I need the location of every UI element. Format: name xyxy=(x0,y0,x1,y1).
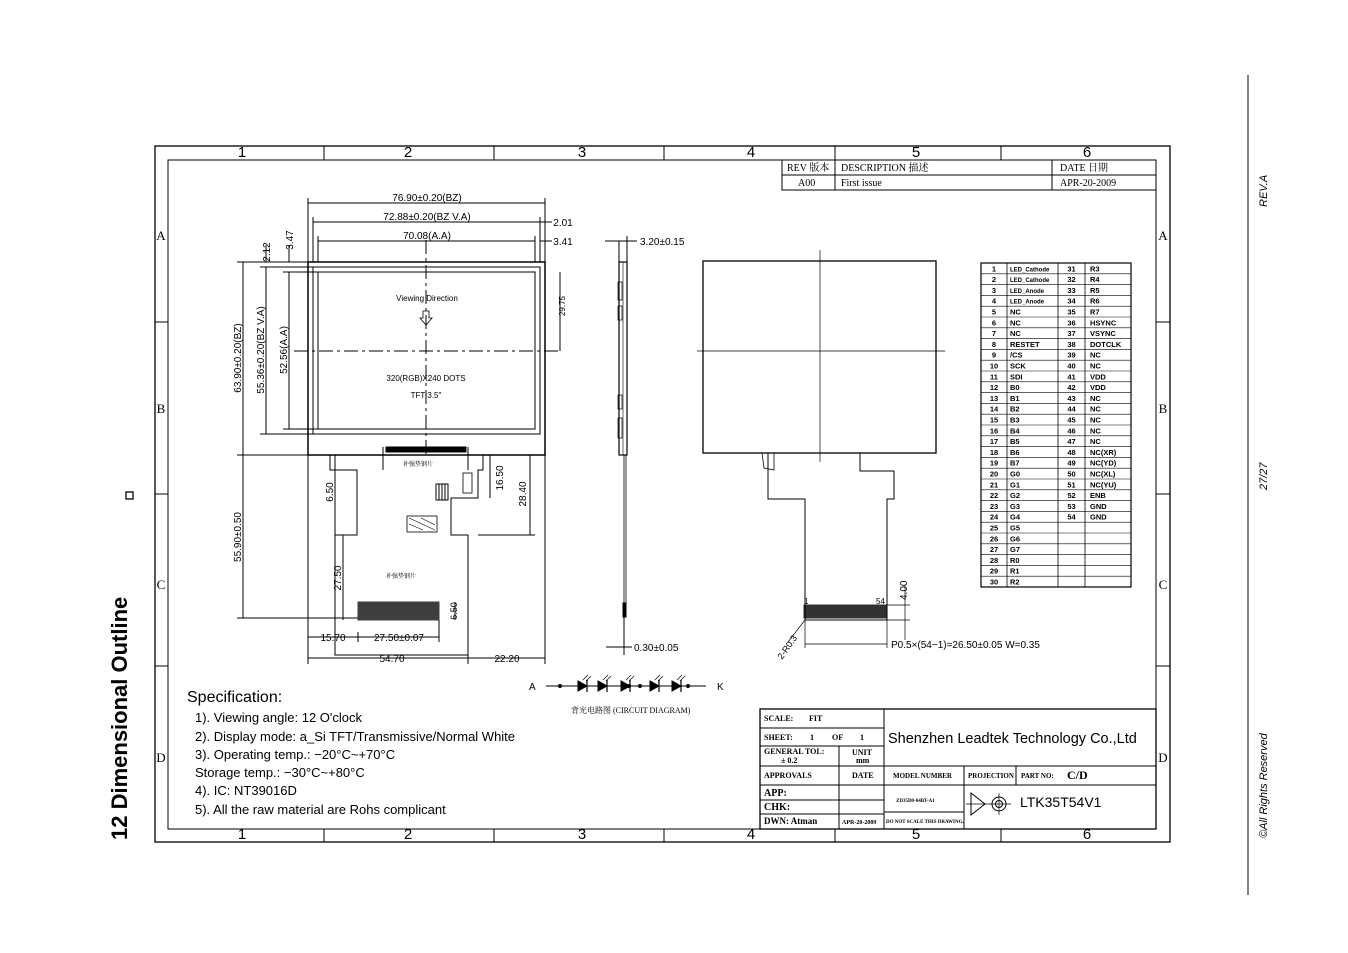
grid-row-A-right: A xyxy=(1158,228,1168,243)
dim-27-50-horizontal: 27.50±0.07 xyxy=(374,633,424,644)
pin-table-cell: NC xyxy=(1090,404,1101,414)
grid-col-4-top: 4 xyxy=(746,144,756,161)
pin-table-cell: 15 xyxy=(989,415,999,425)
pin-table-cell: B4 xyxy=(1010,426,1020,436)
dim-2-12: 2.12 xyxy=(262,242,273,262)
dwn-label: DWN: Atman xyxy=(764,816,818,826)
pin-table-cell: /CS xyxy=(1010,350,1023,360)
pin-table-cell: 41 xyxy=(1067,372,1076,382)
pin-table-cell: 23 xyxy=(989,501,999,511)
pin-table-cell: G4 xyxy=(1010,512,1021,522)
pin-table-cell: LED_Cathode xyxy=(1010,267,1050,274)
grid-col-4-bottom: 4 xyxy=(746,826,756,843)
pin-table-cell: 40 xyxy=(1067,361,1076,371)
part-no-label: PART NO: xyxy=(1021,772,1054,780)
title-block xyxy=(760,709,1156,829)
pin-table-cell: 14 xyxy=(989,404,999,414)
grid-row-C-right: C xyxy=(1158,577,1168,592)
pin-table-cell: 20 xyxy=(989,469,999,479)
specification xyxy=(187,689,515,817)
pin-table-cell: 38 xyxy=(1067,339,1076,349)
pin-table-cell: 16 xyxy=(989,426,999,436)
model-number-label: MODEL NUMBER xyxy=(893,772,952,780)
dim-55-90: 55.90±0.50 xyxy=(233,512,244,562)
pin-table-cell: G1 xyxy=(1010,480,1021,490)
pin-table-cell: B3 xyxy=(1010,415,1020,425)
led-emission-arrow xyxy=(626,675,634,681)
grid-row-B-right: B xyxy=(1158,401,1168,416)
pin-table-cell: 10 xyxy=(989,361,999,371)
specification-title: Specification: xyxy=(187,689,283,706)
dim-15-70: 15.70 xyxy=(320,633,346,644)
spec-item-4: 4). IC: NT39016D xyxy=(195,783,297,798)
part-no-value: C/D xyxy=(1067,768,1088,782)
pin-table-cell: NC(XR) xyxy=(1090,447,1117,457)
circuit-node xyxy=(628,685,631,688)
circuit-node xyxy=(687,685,690,688)
pin-table-cell: NC xyxy=(1090,426,1101,436)
circuit-anode-label: A xyxy=(529,682,536,693)
grid-col-6-bottom: 6 xyxy=(1082,826,1092,843)
page-number: 27/27 xyxy=(1258,462,1270,490)
bullet-square xyxy=(126,492,133,499)
pin-table-cell: 18 xyxy=(989,447,999,457)
circuit-cathode-label: K xyxy=(717,682,724,693)
dim-3-47: 3.47 xyxy=(285,230,296,250)
pin-table-cell: 53 xyxy=(1067,501,1076,511)
pin-table-cell: G6 xyxy=(1010,534,1021,544)
led-diode xyxy=(578,681,587,691)
pin-table-cell: 44 xyxy=(1067,404,1076,414)
pin-table-cell: 34 xyxy=(1067,296,1076,306)
rev-value: A00 xyxy=(798,178,816,189)
front-view xyxy=(237,198,560,664)
grid-row-A-left: A xyxy=(156,228,166,243)
led-emission-arrow xyxy=(655,675,663,681)
pin-table-cell: GND xyxy=(1090,501,1107,511)
pin-table-cell: NC xyxy=(1090,393,1101,403)
led-emission-arrow xyxy=(677,675,685,681)
dim-height-aa: 52.56(A.A) xyxy=(279,326,290,374)
grid-col-2-top: 2 xyxy=(403,144,413,161)
pin-table-cell: 5 xyxy=(991,307,997,317)
grid-row-B-left: B xyxy=(156,401,166,416)
pin-table-cell: 3 xyxy=(991,285,997,295)
pin-table-cell: B5 xyxy=(1010,437,1020,447)
pin-table-cell: NC(YU) xyxy=(1090,480,1117,490)
pin-table-cell: NC xyxy=(1010,318,1021,328)
pin-table-cell: 50 xyxy=(1067,469,1076,479)
dim-3-41: 3.41 xyxy=(553,237,573,248)
app-label: APP: xyxy=(764,788,787,799)
pin-table-cell: G2 xyxy=(1010,491,1021,501)
grid-col-3-bottom: 3 xyxy=(577,826,587,843)
grid-col-5-bottom: 5 xyxy=(911,826,921,843)
date-header: DATE 日期 xyxy=(1060,163,1109,174)
pin-table-cell: 48 xyxy=(1067,447,1076,457)
dim-29-75: 29.75 xyxy=(558,295,567,317)
pin-table-cell: 19 xyxy=(989,458,999,468)
pin-table-cell: 17 xyxy=(989,437,999,447)
pin-table-cell: 39 xyxy=(1067,350,1076,360)
pin-table-cell: SCK xyxy=(1010,361,1026,371)
pin-table-cell: R2 xyxy=(1010,577,1020,587)
pin-table-cell: R7 xyxy=(1090,307,1100,317)
pin-table-cell: 30 xyxy=(989,577,999,587)
pin-table-cell: G5 xyxy=(1010,523,1021,533)
pin-table-cell: GND xyxy=(1090,512,1107,522)
pin-table-cell: B6 xyxy=(1010,447,1020,457)
revision-table xyxy=(782,160,1156,190)
pin-table-cell: 47 xyxy=(1067,437,1076,447)
description-value: First issue xyxy=(841,178,882,189)
pin-table-cell: 27 xyxy=(989,545,999,555)
dim-6-50-bottom: 6.50 xyxy=(449,602,459,620)
sheet-of: OF xyxy=(832,733,844,742)
pin-table-cell: NC xyxy=(1010,329,1021,339)
pin-table-cell: HSYNC xyxy=(1090,318,1117,328)
grid-col-6-top: 6 xyxy=(1082,144,1092,161)
pin-table-cell: G3 xyxy=(1010,501,1021,511)
pin-table-cell: 1 xyxy=(991,264,997,274)
dim-2-01: 2.01 xyxy=(553,218,573,229)
grid-col-3-top: 3 xyxy=(577,144,587,161)
pin-table-cell: 26 xyxy=(989,534,999,544)
pin-table-cell: G7 xyxy=(1010,545,1021,555)
pin-table-cell: 45 xyxy=(1067,415,1076,425)
side-title: 12 Dimensional Outline xyxy=(107,596,132,840)
pin-table-cell: 36 xyxy=(1067,318,1076,328)
pin-table-cell: R5 xyxy=(1090,285,1100,295)
company-name: Shenzhen Leadtek Technology Co.,Ltd xyxy=(888,731,1137,747)
scale-label: SCALE: xyxy=(764,714,794,723)
model-small: ZD35D0-04BT-A1 xyxy=(896,799,935,804)
pin-table-cell: 28 xyxy=(989,555,999,565)
dim-height-bz-va: 55.36±0.20(BZ V.A) xyxy=(256,306,267,394)
led-diode xyxy=(650,681,659,691)
description-header: DESCRIPTION 描述 xyxy=(841,163,929,174)
pin-table-cell: 8 xyxy=(991,339,997,349)
pin-last-label: 54 xyxy=(876,597,885,606)
pin-table-cell: R3 xyxy=(1090,264,1100,274)
circuit-diagram xyxy=(546,675,706,692)
pin-table-cell: VDD xyxy=(1090,383,1106,393)
dim-22-20: 22.20 xyxy=(494,654,520,665)
pin-table-cell: NC xyxy=(1010,307,1021,317)
pin-table-cell: VSYNC xyxy=(1090,329,1116,339)
projection-label: PROJECTION xyxy=(968,772,1014,780)
pin-table-cell: LED_Cathode xyxy=(1010,278,1050,285)
dim-pitch: P0.5×(54−1)=26.50±0.05 W=0.35 xyxy=(891,640,1040,651)
pin-table-cell: G0 xyxy=(1010,469,1021,479)
fpc-stiffener-label: 补强垫钢片 xyxy=(402,462,434,468)
spec-item-1: 1). Viewing angle: 12 O'clock xyxy=(195,710,363,725)
grid-col-1-top: 1 xyxy=(237,144,247,161)
circuit-node xyxy=(639,685,642,688)
unit-value: mm xyxy=(856,756,870,765)
pin-first-label: 1 xyxy=(804,597,809,606)
pin-table-cell: 52 xyxy=(1067,491,1076,501)
unit-label: UNIT xyxy=(852,748,873,757)
pin-table-cell: 21 xyxy=(989,480,999,490)
pin-table-cell: NC xyxy=(1090,350,1101,360)
pin-table-cell: 11 xyxy=(990,372,998,382)
pin-table-cell: 33 xyxy=(1067,285,1076,295)
dim-16-50: 16.50 xyxy=(495,465,506,491)
pin-table-cell: 7 xyxy=(991,329,997,339)
dots-label: 320(RGB)X240 DOTS xyxy=(386,374,466,383)
dim-4-00: 4.00 xyxy=(899,580,910,600)
spec-item-3b: Storage temp.: −30°C~+80°C xyxy=(195,765,365,780)
pin-table-cell: B7 xyxy=(1010,458,1020,468)
pin-table-cell: B0 xyxy=(1010,383,1020,393)
pin-table-cell: LED_Anode xyxy=(1010,299,1045,306)
grid-col-2-bottom: 2 xyxy=(403,826,413,843)
general-tol-label: GENERAL TOL: xyxy=(764,747,825,756)
pin-table-cell: 29 xyxy=(989,566,999,576)
pin-table-cell: 4 xyxy=(991,296,997,306)
dim-radius: 2-R0.3 xyxy=(775,633,800,662)
pin-table-cell: NC xyxy=(1090,361,1101,371)
sheet-label: SHEET: xyxy=(764,733,793,742)
pin-table-cell: R4 xyxy=(1090,275,1100,285)
circuit-node xyxy=(559,685,562,688)
pin-table-cell: 2 xyxy=(991,275,997,285)
grid-row-C-left: C xyxy=(156,577,166,592)
pin-table-cell: 31 xyxy=(1067,264,1076,274)
pin-table-cell: B2 xyxy=(1010,404,1020,414)
pin-table-cell: 6 xyxy=(991,318,997,328)
led-diode xyxy=(598,681,607,691)
circuit-caption: 背光电路图 (CIRCUIT DIAGRAM) xyxy=(571,706,691,715)
dwn-date: APR-20-2009 xyxy=(842,820,877,826)
dim-28-40: 28.40 xyxy=(518,481,529,507)
pin-table-cell: SDI xyxy=(1010,372,1023,382)
pin-table-cell: NC(XL) xyxy=(1090,469,1116,479)
pin-table-cell: 25 xyxy=(989,523,999,533)
date-label: DATE xyxy=(852,771,874,780)
pin-table-cell: 49 xyxy=(1067,458,1076,468)
pin-table-cell: DOTCLK xyxy=(1090,339,1122,349)
pin-table-cell: B1 xyxy=(1010,393,1020,403)
fpc-stiffener-label-2: 补强垫钢片 xyxy=(385,574,417,580)
date-value: APR-20-2009 xyxy=(1060,178,1117,189)
dim-width-bz-va: 72.88±0.20(BZ V.A) xyxy=(383,212,471,223)
pin-table-cell: R1 xyxy=(1010,566,1020,576)
dim-width-aa: 70.08(A.A) xyxy=(403,231,451,242)
pin-table-cell: ENB xyxy=(1090,491,1106,501)
grid-col-1-bottom: 1 xyxy=(237,826,247,843)
pin-table-cell: 22 xyxy=(989,491,999,501)
led-diode xyxy=(672,681,681,691)
chk-label: CHK: xyxy=(764,802,791,813)
back-view-dimensions xyxy=(775,577,1040,662)
spec-item-3: 3). Operating temp.: −20°C~+70°C xyxy=(195,747,396,762)
side-view xyxy=(605,236,637,655)
pin-table-cell: RESTET xyxy=(1010,339,1040,349)
sheet-total: 1 xyxy=(860,733,864,742)
viewing-direction-label: Viewing Direction xyxy=(396,294,458,303)
dim-fpc-thickness: 0.30±0.05 xyxy=(634,643,679,654)
dim-height-bz: 63.90±0.20(BZ) xyxy=(233,323,244,393)
do-not-scale: DO NOT SCALE THIS DRAWING. xyxy=(886,820,964,825)
pin-table-cell: NC xyxy=(1090,415,1101,425)
pin-table-cell: 9 xyxy=(991,350,997,360)
pin-table-cell: NC(YD) xyxy=(1090,458,1117,468)
led-emission-arrow xyxy=(603,675,611,681)
pin-table-cell: 37 xyxy=(1067,329,1076,339)
spec-item-2: 2). Display mode: a_Si TFT/Transmissive/Normal White xyxy=(195,729,516,744)
rev-label: REV.A xyxy=(1258,174,1270,207)
dim-27-50-vertical: 27.50 xyxy=(333,565,344,591)
general-tol-value: ± 0.2 xyxy=(781,756,798,765)
pin-table-cell: 32 xyxy=(1067,275,1076,285)
dim-thickness: 3.20±0.15 xyxy=(640,237,685,248)
pin-table-cell: 13 xyxy=(989,393,999,403)
grid-row-D-right: D xyxy=(1158,750,1168,765)
grid-row-D-left: D xyxy=(156,750,166,765)
rights-label: ©All Rights Reserved xyxy=(1258,733,1270,838)
pin-table-cell: 46 xyxy=(1067,426,1076,436)
model-name: LTK35T54V1 xyxy=(1020,794,1102,810)
pin-table-cell: VDD xyxy=(1090,372,1106,382)
sheet-value: 1 xyxy=(810,733,814,742)
dim-6-50: 6.50 xyxy=(325,482,336,502)
pin-table-cell: R0 xyxy=(1010,555,1020,565)
spec-item-5: 5). All the raw material are Rohs complicant xyxy=(195,802,446,817)
rev-header: REV 版本 xyxy=(787,163,830,174)
pin-table-cell: NC xyxy=(1090,437,1101,447)
pin-table-cell: 42 xyxy=(1067,383,1076,393)
scale-value: FIT xyxy=(809,714,823,723)
pin-table-cell: 54 xyxy=(1067,512,1076,522)
pin-table xyxy=(981,263,1131,587)
pin-table-cell: 24 xyxy=(989,512,999,522)
dim-width-bz: 76.90±0.20(BZ) xyxy=(392,193,462,204)
grid-col-5-top: 5 xyxy=(911,144,921,161)
led-emission-arrow xyxy=(583,675,591,681)
pin-table-cell: 12 xyxy=(989,383,999,393)
pin-table-cell: 51 xyxy=(1067,480,1076,490)
pin-table-cell: 35 xyxy=(1067,307,1076,317)
pin-table-cell: 43 xyxy=(1067,393,1076,403)
dim-54-70: 54.70 xyxy=(379,654,405,665)
pin-table-cell: LED_Anode xyxy=(1010,288,1045,295)
side-view-dimensions xyxy=(634,237,685,654)
size-label: TFT 3.5" xyxy=(410,391,442,400)
approvals-label: APPROVALS xyxy=(764,771,812,780)
pin-table-cell: R6 xyxy=(1090,296,1100,306)
